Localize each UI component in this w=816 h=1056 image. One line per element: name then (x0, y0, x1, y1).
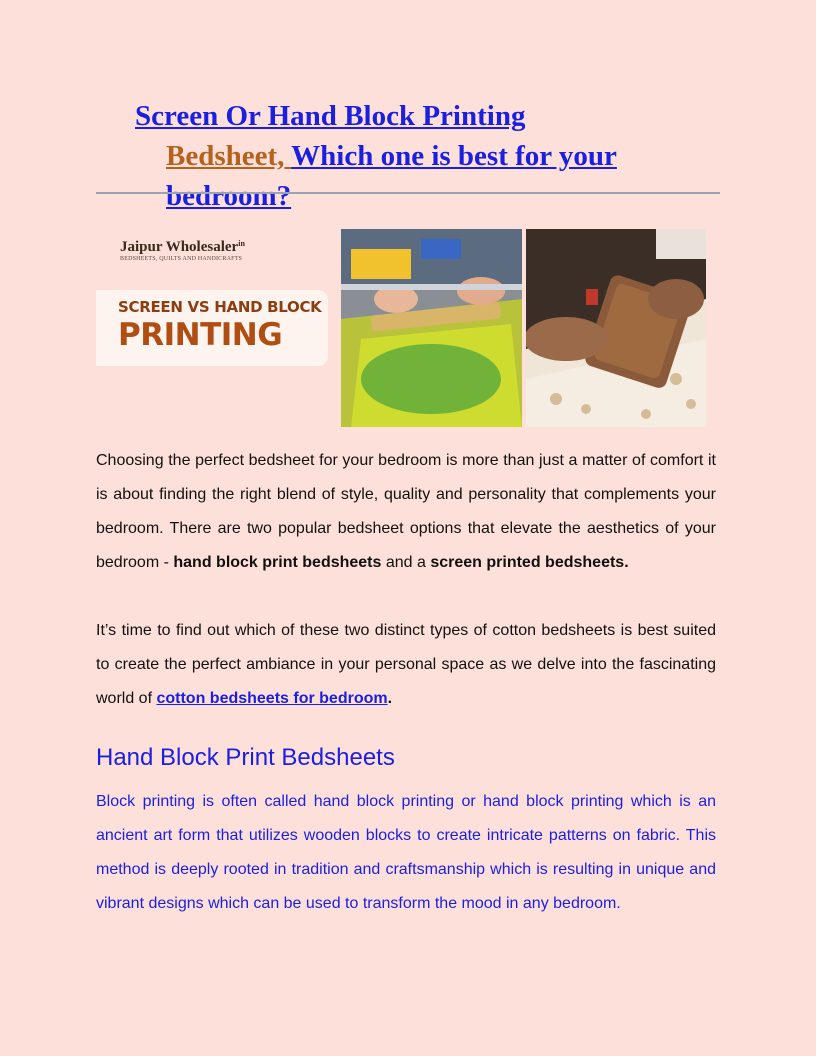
badge-top-text: SCREEN VS HAND BLOCK (118, 298, 322, 316)
logo-tagline: BEDSHEETS, QUILTS AND HANDICRAFTS (120, 256, 243, 262)
banner-image (96, 229, 706, 427)
badge-big-text: PRINTING (118, 317, 283, 353)
title-brown-part: Bedsheet, (166, 140, 292, 172)
bold-hand-block: hand block print bedsheets (173, 554, 382, 571)
section-heading: Hand Block Print Bedsheets (96, 744, 395, 771)
section-body: Block printing is often called hand block printing or hand block printing which is an ancient art form that utilizes wooden blocks to create intricate patterns on fabric. This method is deeply rooted in tradition and craftsmanship which is resulting in unique and vibrant designs which can be used to transform the mood in any bedroom. (96, 793, 716, 912)
bold-screen-printed: screen printed bedsheets. (430, 554, 629, 571)
banner-badge (96, 290, 328, 366)
document-title (135, 96, 695, 216)
logo-superscript: in (238, 239, 245, 248)
block-printing-photo (526, 229, 706, 427)
title-blue-part: Which one is best for your bedroom? (166, 140, 617, 212)
brand-logo (120, 239, 245, 262)
screen-printing-photo (341, 229, 522, 427)
title-line-1: Screen Or Hand Block Printing (135, 100, 526, 132)
cotton-bedsheets-link[interactable]: cotton bedsheets for bedroom (156, 690, 388, 707)
horizontal-rule (96, 192, 720, 194)
title-rest (135, 136, 695, 216)
logo-name: Jaipur Wholesaler$^{in}$ (120, 239, 245, 255)
intro-paragraph: Choosing the perfect bedsheet for your bedroom is more than just a matter of comfort it is about finding the right blend of style, quality and personality that complements your bedroom. There are two popular bedsheet options that elevate the aesthetics of your bedroom - hand block print bedsheets and a screen printed bedsheets. (96, 452, 716, 571)
intro-paragraph-2: It’s time to find out which of these two distinct types of cotton bedsheets is best suited to create the perfect ambiance in your personal space as we delve into the fascinating world of cotton bedsheets for bedroom. (96, 622, 716, 707)
